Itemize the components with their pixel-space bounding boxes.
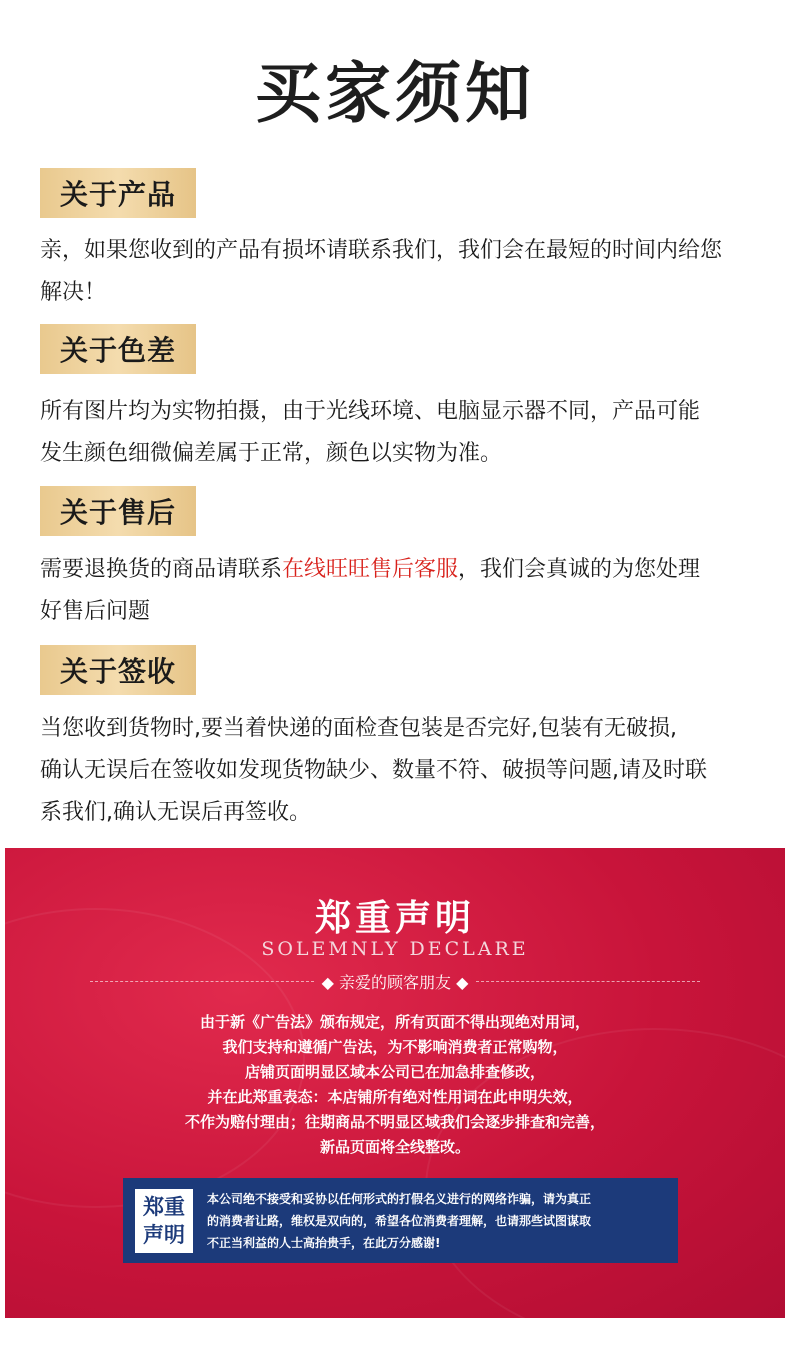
- aftersale-service-link: 在线旺旺售后客服: [282, 557, 459, 582]
- page-title: 买家须知: [255, 55, 535, 132]
- notice-badge-line-1: 郑重: [143, 1194, 185, 1219]
- declaration-line: 并在此郑重表态：本店铺所有绝对性用词在此申明失效，: [207, 1088, 583, 1106]
- anti-fraud-notice: [123, 1178, 678, 1263]
- divider-line: [90, 981, 314, 982]
- aftersale-text-after: ，我们会真诚的为您处理: [458, 557, 701, 582]
- aftersale-text-before: 需要退换货的商品请联系: [40, 557, 283, 582]
- product-text-line-1: 亲，如果您收到的产品有损坏请联系我们，我们会在最短的时间内给您: [40, 238, 723, 263]
- declaration-panel: [5, 848, 785, 1318]
- color-text-line-1: 所有图片均为实物拍摄，由于光线环境、电脑显示器不同，产品可能: [40, 399, 701, 424]
- notice-text-line: 本公司绝不接受和妥协以任何形式的打假名义进行的网络诈骗，请为真正: [207, 1191, 592, 1206]
- notice-text-line: 的消费者让路，维权是双向的，希望各位消费者理解，也请那些试图谋取: [207, 1213, 592, 1228]
- declaration-line: 由于新《广告法》颁布规定，所有页面不得出现绝对用词，: [199, 1013, 590, 1031]
- declaration-line: 店铺页面明显区域本公司已在加急排查修改，: [244, 1063, 545, 1081]
- declaration-title: 郑重声明: [314, 898, 475, 939]
- aftersale-text: [40, 549, 760, 633]
- product-text-line-2: 解决！: [40, 280, 107, 305]
- declaration-body: [5, 1010, 785, 1160]
- signing-text-line-3: 系我们,确认无误后再签收。: [40, 800, 311, 825]
- notice-badge: [135, 1189, 193, 1253]
- aftersale-text-line-1: [40, 549, 760, 591]
- notice-badge-line-2: 声明: [143, 1222, 185, 1247]
- section-tag-signing: 关于签收: [40, 645, 196, 695]
- declaration-subtitle: SOLEMNLY DECLARE: [261, 938, 529, 960]
- section-tag-color: 关于色差: [40, 324, 196, 374]
- declaration-greeting: ◆ 亲爱的顾客朋友 ◆: [321, 972, 469, 992]
- declaration-line: 新品页面将全线整改。: [319, 1138, 470, 1156]
- signing-text-line-1: 当您收到货物时,要当着快递的面检查包装是否完好,包装有无破损,: [40, 716, 677, 741]
- divider-line: [476, 981, 700, 982]
- declaration-line: 我们支持和遵循广告法，为不影响消费者正常购物，: [222, 1038, 568, 1056]
- section-tag-aftersale: 关于售后: [40, 486, 196, 536]
- declaration-line: 不作为赔付理由；往期商品不明显区域我们会逐步排查和完善，: [184, 1113, 605, 1131]
- signing-text-line-2: 确认无误后在签收如发现货物缺少、数量不符、破损等问题,请及时联: [40, 758, 707, 783]
- aftersale-text-line-2: 好售后问题: [40, 599, 151, 624]
- section-tag-product: 关于产品: [40, 168, 196, 218]
- color-text: [40, 391, 760, 475]
- notice-text-line: 不正当利益的人士高抬贵手，在此万分感谢!: [207, 1235, 441, 1250]
- color-text-line-2: 发生颜色细微偏差属于正常，颜色以实物为准。: [40, 441, 503, 466]
- product-text: [40, 230, 760, 314]
- signing-text: [40, 708, 760, 834]
- notice-text: [207, 1188, 591, 1254]
- declaration-divider: [90, 968, 700, 994]
